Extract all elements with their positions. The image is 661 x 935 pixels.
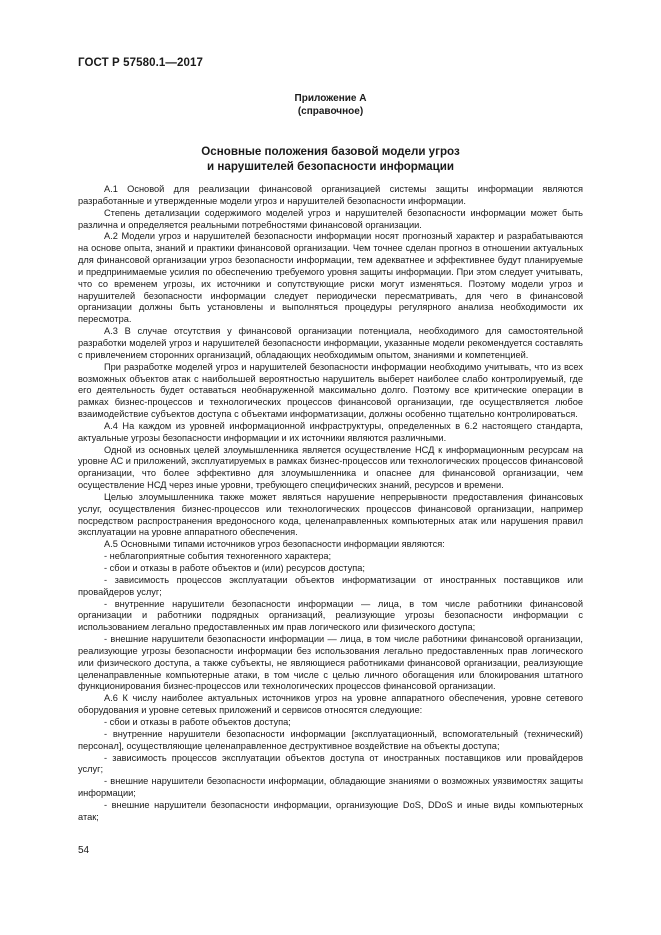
list-item: - внутренние нарушители безопасности информации [эксплуатационный, вспомогательный (технический) персонал], осуществляющие целенаправленное деструктивное воздействие на объекты доступа; [78,728,583,751]
paragraph: А.2 Модели угроз и нарушителей безопасности информации носят прогнозный характер и разрабатываются на основе опыта, знаний и практики финансовой организации. Чем точнее сделан прогноз в отношении актуальных для финансовой организации угроз безопасности информации, тем адекватнее и эффективнее будут планируемые и предпринимаемые усилия по обеспечению требуемого уровня защиты информации. При этом следует учитывать, что со временем угрозы, их источники и сопутствующие риски могут изменяться. Поэтому модели угроз и нарушителей безопасности информации следует периодически пересматривать, для чего в финансовой организации должны быть установлены и выполняться процедуры регулярного анализа необходимости их пересмотра. [78,231,583,325]
paragraph: Одной из основных целей злоумышленника является осуществление НСД к информационным ресурсам на уровне АС и приложений, эксплуатируемых в рамках бизнес-процессов или технологических процессов финансовой организации, что более эффективно для злоумышленника и опаснее для финансовой организации, чем осуществление НСД через иные уровни, требующего специфических знаний, ресурсов и времени. [78,444,583,491]
list-item: - зависимость процессов эксплуатации объектов информатизации от иностранных поставщиков или провайдеров услуг; [78,574,583,597]
list-item: - внутренние нарушители безопасности информации — лица, в том числе работники финансовой организации и работники подрядных организаций, реализующие угрозы безопасности информации с использованием легально предоставленных им прав логического или физического доступа; [78,598,583,633]
section-title [0,145,661,174]
list-item: - внешние нарушители безопасности информации, обладающие знаниями о возможных уязвимостях защиты информации; [78,776,583,799]
paragraph: Степень детализации содержимого моделей угроз и нарушителей безопасности информации может быть различна и определяется реальными потребностями финансовой организации. [78,207,583,230]
page-number: 54 [78,845,90,856]
list-item: - сбои и отказы в работе объектов и (или) ресурсов доступа; [104,563,365,573]
paragraph: А.1 Основой для реализации финансовой организацией системы защиты информации являются разработанные и утвержденные модели угроз и нарушителей безопасности информации. [78,184,583,206]
appendix-type: (справочное) [297,106,364,117]
list-item: - неблагоприятные события техногенного характера; [104,551,332,562]
title-line-1: Основные положения базовой модели угроз [201,145,460,158]
paragraph: А.6 К числу наиболее актуальных источников угроз на уровне аппаратного обеспечения, уровне сетевого оборудования и уровне сетевых приложений и сервисов относятся следующие: [78,693,583,716]
paragraph: Целью злоумышленника также может являться нарушение непрерывности предоставления финансовых услуг, осуществления бизнес-процессов или технологических процессов финансовой организации, например посредством распространения вредоносного кода, целенаправленных компьютерных атак или нарушения правил эксплуатации на уровне аппаратного обеспечения. [78,491,583,538]
paragraph: А.4 На каждом из уровней информационной инфраструктуры, определенных в 6.2 настоящего стандарта, актуальные угрозы безопасности информации и их источники являются различными. [78,420,583,443]
list-item: - внешние нарушители безопасности информации, организующие DoS, DDoS и иные виды компьютерных атак; [78,799,583,822]
list-item: - зависимость процессов эксплуатации объектов доступа от иностранных поставщиков или провайдеров услуг; [78,752,583,775]
appendix-label: Приложение А [294,93,367,104]
title-line-2: и нарушителей безопасности информации [207,159,454,173]
paragraph: А.5 Основными типами источников угроз безопасности информации являются: [104,539,445,550]
list-item: - внешние нарушители безопасности информации — лица, в том числе работники финансовой организации, реализующие угрозы безопасности информации без использования легально предоставленных прав логического или физического доступа, а также субъекты, не являющиеся работниками финансовой организации, реализующие целенаправленные компьютерные атаки, в том числе с целью личного обогащения или блокирования штатного функционирования бизнес-процессов или технологических процессов финансовой организации. [78,634,583,692]
paragraph: А.3 В случае отсутствия у финансовой организации потенциала, необходимого для самостоятельной разработки моделей угроз и нарушителей безопасности информации, указанные модели рекомендуется составлять с привлечением сторонних организаций, обладающих необходимым опытом, знаниями и компетенцией. [78,326,583,360]
document-body [78,184,583,824]
document-header: ГОСТ Р 57580.1—2017 [78,57,203,69]
list-item: - сбои и отказы в работе объектов доступа; [104,716,291,727]
paragraph: При разработке моделей угроз и нарушителей безопасности информации необходимо учитывать, что из всех возможных объектов атак с наибольшей вероятностью нарушитель выберет наиболее слабо контролируемый, где его деятельность будет оставаться необнаруженной максимально долго. Поэтому все критические операции в рамках бизнес-процессов и технологических процессов финансовой организации, где осуществляется любое взаимодействие субъектов доступа с объектами информатизации, должны особенно тщательно контролироваться. [78,361,583,420]
